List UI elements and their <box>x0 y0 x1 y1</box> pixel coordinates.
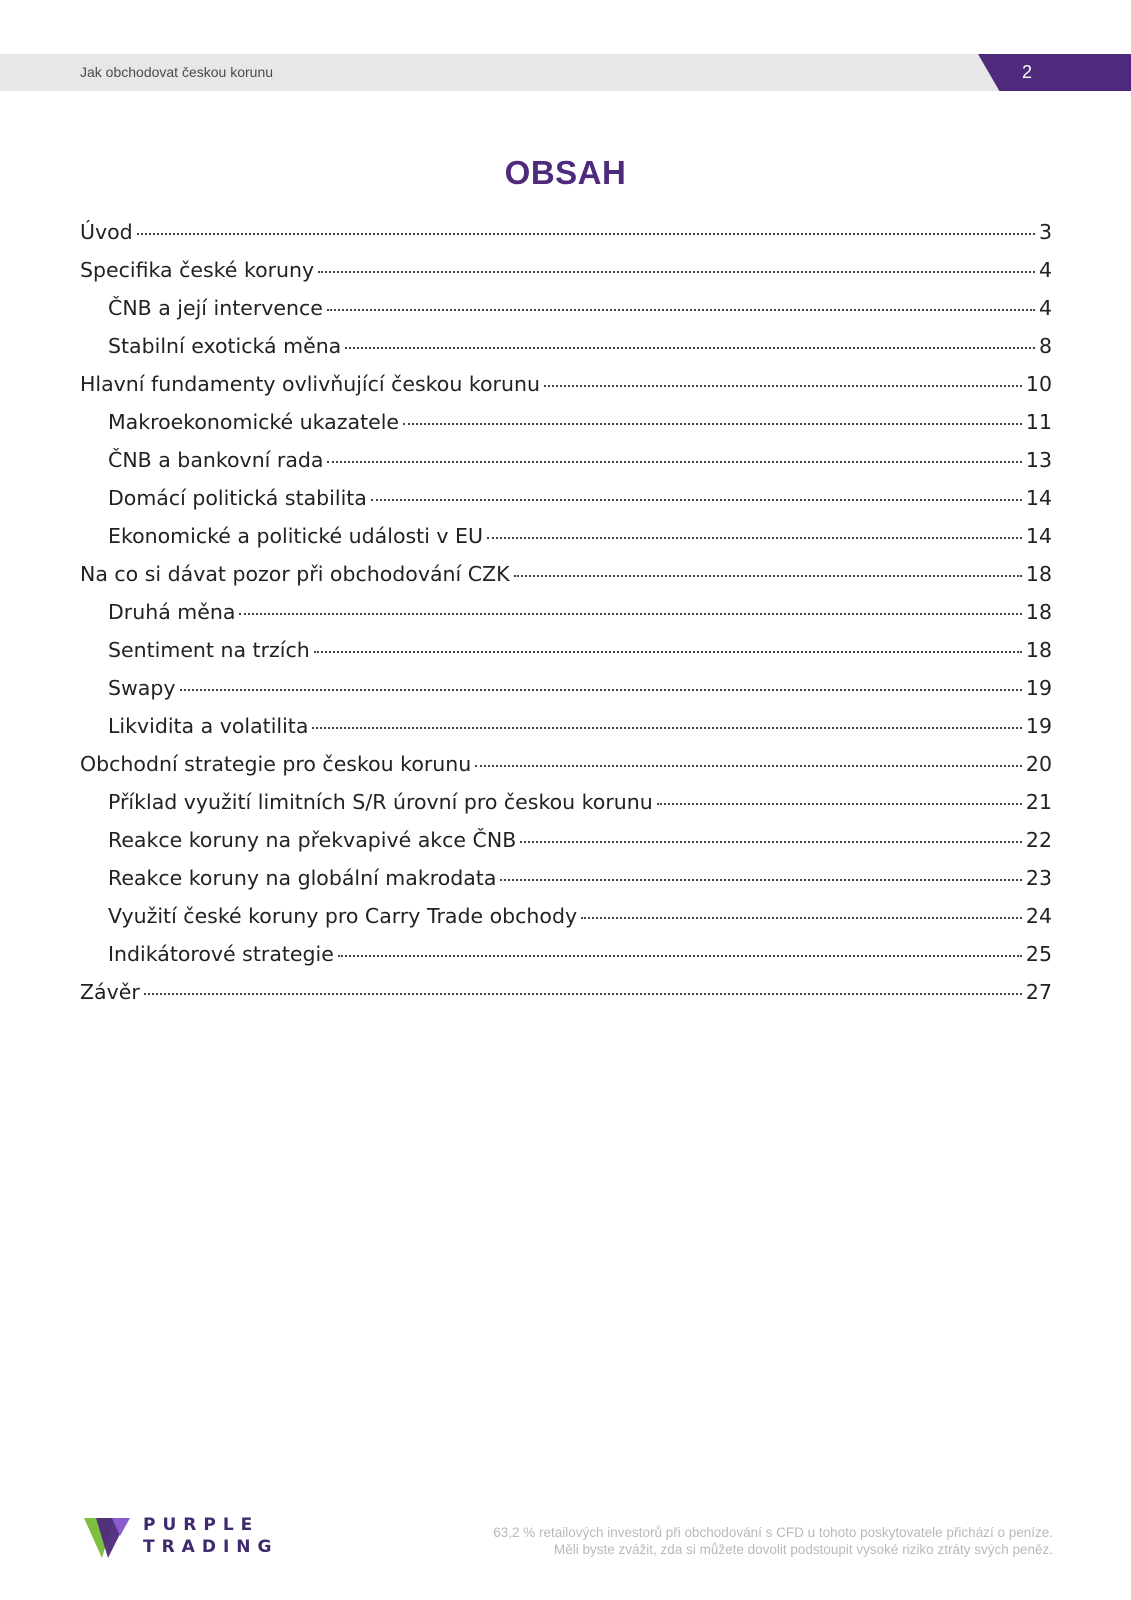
toc-entry-page: 18 <box>1025 600 1052 624</box>
toc-entry-label: Obchodní strategie pro českou korunu <box>80 752 472 776</box>
toc-entry[interactable] <box>80 790 1052 828</box>
dot-leader <box>475 765 1022 767</box>
toc-entry[interactable] <box>80 562 1052 600</box>
toc-entry-label: Využití české koruny pro Carry Trade obchody <box>108 904 578 928</box>
toc-entry[interactable] <box>80 410 1052 448</box>
toc-entry-page: 23 <box>1025 866 1052 890</box>
toc-entry[interactable] <box>80 904 1052 942</box>
toc-entry-page: 25 <box>1025 942 1052 966</box>
toc-entry-label: Domácí politická stabilita <box>108 486 367 510</box>
toc-entry-page: 14 <box>1025 486 1052 510</box>
toc-entry-label: Indikátorové strategie <box>108 942 334 966</box>
dot-leader <box>544 385 1022 387</box>
dot-leader <box>371 499 1022 501</box>
toc-entry-label: Specifika české koruny <box>80 258 315 282</box>
toc-entry-page: 24 <box>1025 904 1052 928</box>
toc-entry-page: 4 <box>1038 296 1052 320</box>
toc-entry-label: Úvod <box>80 220 133 244</box>
dot-leader <box>137 233 1035 235</box>
toc-entry[interactable] <box>80 866 1052 904</box>
toc-entry[interactable] <box>80 980 1052 1018</box>
logo-line-purple: PURPLE <box>143 1515 260 1535</box>
dot-leader <box>581 917 1022 919</box>
disclaimer-line-2: Měli byste zvážit, zda si můžete dovolit podstoupit vysoké riziko ztráty svých peněz. <box>554 1542 1053 1557</box>
dot-leader <box>314 651 1022 653</box>
toc-entry-page: 14 <box>1025 524 1052 548</box>
toc-entry-label: ČNB a její intervence <box>108 296 323 320</box>
risk-disclaimer <box>493 1524 1053 1558</box>
toc-entry-page: 21 <box>1025 790 1052 814</box>
toc-entry-page: 19 <box>1025 714 1052 738</box>
toc-entry-page: 18 <box>1025 562 1052 586</box>
dot-leader <box>312 727 1022 729</box>
dot-leader <box>327 461 1021 463</box>
toc-entry-page: 11 <box>1025 410 1052 434</box>
toc-entry[interactable] <box>80 220 1052 258</box>
toc-heading: OBSAH <box>504 154 627 191</box>
toc-entry-label: Příklad využití limitních S/R úrovní pro českou korunu <box>108 790 653 814</box>
logo-line-trading: TRADING <box>143 1537 279 1557</box>
toc-entry[interactable] <box>80 714 1052 752</box>
dot-leader <box>338 955 1022 957</box>
toc-entry-page: 10 <box>1025 372 1052 396</box>
toc-entry-page: 20 <box>1025 752 1052 776</box>
toc-entry-label: Makroekonomické ukazatele <box>108 410 400 434</box>
toc-entry[interactable] <box>80 448 1052 486</box>
purple-trading-logo-icon <box>84 1518 132 1560</box>
toc-entry-page: 13 <box>1025 448 1052 472</box>
page-number: 2 <box>1022 62 1033 82</box>
toc-entry[interactable] <box>80 372 1052 410</box>
toc-entry[interactable] <box>80 486 1052 524</box>
toc-entry-page: 22 <box>1025 828 1052 852</box>
toc-entry[interactable] <box>80 638 1052 676</box>
dot-leader <box>144 993 1022 995</box>
logo-wordmark <box>143 1514 278 1558</box>
dot-leader <box>318 271 1035 273</box>
table-of-contents <box>80 220 1052 1018</box>
dot-leader <box>487 537 1022 539</box>
toc-entry[interactable] <box>80 296 1052 334</box>
toc-entry-label: Swapy <box>108 676 176 700</box>
toc-entry-label: Likvidita a volatilita <box>108 714 309 738</box>
page-number-tab <box>978 54 1131 91</box>
toc-entry[interactable] <box>80 600 1052 638</box>
toc-entry-label: Hlavní fundamenty ovlivňující českou korunu <box>80 372 540 396</box>
dot-leader <box>520 841 1022 843</box>
toc-entry[interactable] <box>80 524 1052 562</box>
dot-leader <box>180 689 1022 691</box>
toc-entry-label: Reakce koruny na překvapivé akce ČNB <box>108 828 517 852</box>
toc-entry[interactable] <box>80 828 1052 866</box>
toc-entry[interactable] <box>80 942 1052 980</box>
dot-leader <box>327 309 1035 311</box>
toc-entry[interactable] <box>80 334 1052 372</box>
toc-entry-label: Na co si dávat pozor při obchodování CZK <box>80 562 510 586</box>
toc-entry[interactable] <box>80 752 1052 790</box>
toc-entry-label: Sentiment na trzích <box>108 638 310 662</box>
dot-leader <box>239 613 1021 615</box>
dot-leader <box>403 423 1022 425</box>
document-title: Jak obchodovat českou korunu <box>80 64 274 80</box>
toc-entry-page: 19 <box>1025 676 1052 700</box>
toc-entry-label: Stabilní exotická měna <box>108 334 342 358</box>
toc-entry-label: Ekonomické a politické události v EU <box>108 524 484 548</box>
toc-entry-page: 8 <box>1038 334 1052 358</box>
dot-leader <box>345 347 1035 349</box>
toc-entry[interactable] <box>80 676 1052 714</box>
toc-entry-label: Závěr <box>80 980 140 1004</box>
toc-entry-page: 27 <box>1025 980 1052 1004</box>
toc-entry[interactable] <box>80 258 1052 296</box>
toc-entry-page: 18 <box>1025 638 1052 662</box>
toc-entry-label: Druhá měna <box>108 600 236 624</box>
disclaimer-line-1: 63,2 % retailových investorů při obchodování s CFD u tohoto poskytovatele přichází o peníze. <box>493 1525 1053 1540</box>
dot-leader <box>514 575 1022 577</box>
toc-entry-page: 4 <box>1038 258 1052 282</box>
toc-entry-label: Reakce koruny na globální makrodata <box>108 866 497 890</box>
toc-entry-page: 3 <box>1038 220 1052 244</box>
dot-leader <box>500 879 1021 881</box>
dot-leader <box>657 803 1022 805</box>
toc-entry-label: ČNB a bankovní rada <box>108 448 324 472</box>
